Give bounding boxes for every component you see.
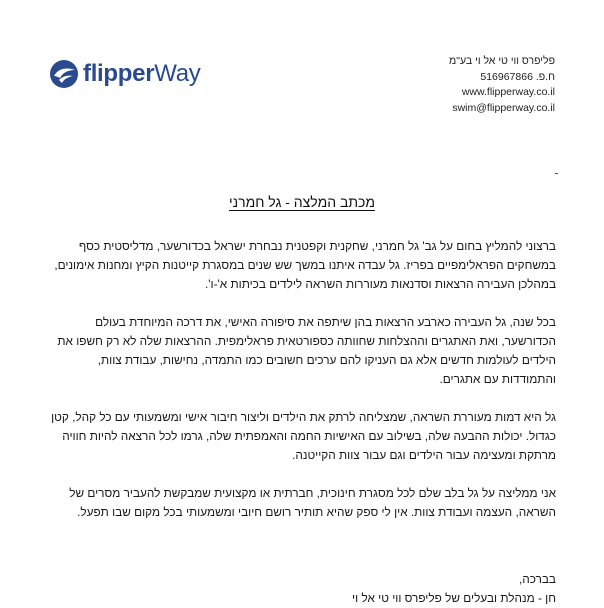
letter-closing — [48, 570, 556, 608]
closing-greeting: בברכה, — [518, 572, 556, 586]
logo-text-light: Way — [154, 60, 201, 87]
letter-title: מכתב המלצה - גל חמרני — [229, 194, 375, 210]
company-details — [335, 54, 555, 116]
letter-body — [48, 237, 556, 541]
stray-mark — [555, 173, 558, 174]
paragraph-1: ברצוני להמליץ בחום על גב' גל חמרני, שחקנית וקפטנית נבחרת ישראל בכדורשער, מדליסטית כסף במשחקים הפראלימפיים בפריז. גל עבדה איתנו במשך שש שנים במסגרת קייטנות הקיץ ומחנות אימונים, במהלכן העבירה הרצאות וסדנאות מעוררות השראה לילדים בכיתות א'-ו'. — [54, 239, 556, 291]
logo-text-bold: flipper — [83, 60, 155, 87]
flipper-wave-icon — [49, 59, 79, 89]
closing-signature: חן - מנהלת ובעלים של פליפרס ווי טי אל וי — [352, 591, 556, 605]
paragraph-2: בכל שנה, גל העבירה כארבע הרצאות בהן שיתפה את סיפורה האישי, את דרכה המיוחדת בעולם הכדורשער, ואת האתגרים וההצלחות שחוותה כספורטאית פראלימפית. ההרצאות שלה לא רק חשפו את הילדים לעולמות חדשים אלא גם העניקו להם ערכים חשובים כמו התמדה, נחישות, עבודת צוות, והתמודדות עם אתגרים. — [57, 315, 556, 386]
paragraph-4: אני ממליצה על גל בלב שלם לכל מסגרת חינוכית, חברתית או מקצועית שמבקשת להעביר מסרים של השראה, העצמה ועבודת צוות. אין לי ספק שהיא תותיר רושם חיובי ומשמעותי בכל מקום שבו תפעל. — [69, 486, 556, 519]
company-name: פליפרס ווי טי אל וי בע"מ — [449, 55, 555, 67]
company-logo — [49, 54, 200, 94]
logo-wordmark — [83, 59, 200, 89]
company-website: www.flipperway.co.il — [461, 86, 555, 98]
paragraph-3: גל היא דמות מעוררת השראה, שמצליחה לרתק את הילדים וליצור חיבור אישי ומשמעותי עם כל קהל, קטן כגדול. יכולות ההבעה שלה, בשילוב עם האישיות החמה והאמפתית שלה, גרמו לכל הרצאה להיות חוויה מרתקת ומעצימה עבור הילדים וגם עבור צוות הקייטנה. — [51, 410, 556, 462]
company-registration: ח.פ. 516967866 — [480, 70, 555, 83]
company-email: swim@flipperway.co.il — [452, 101, 555, 114]
